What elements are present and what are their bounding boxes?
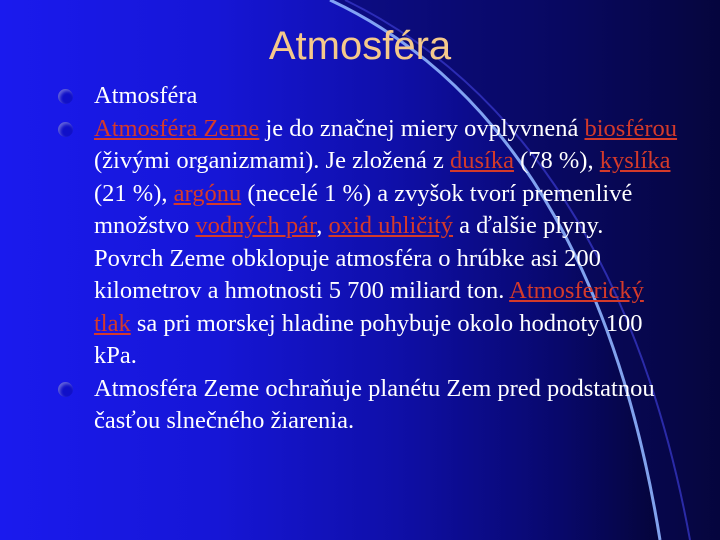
bullet-list [58, 80, 678, 438]
bullet-dot-icon [58, 382, 73, 397]
body-text: sa pri morskej hladine pohybuje okolo hodnoty 100 kPa. [94, 309, 643, 369]
hyperlink[interactable]: argónu [173, 179, 242, 207]
body-text: (necelé 1 %) a zvyšok tvorí premenlivé množstvo [94, 179, 633, 239]
bullet-item [58, 373, 678, 438]
body-text: (21 %), [94, 179, 174, 207]
hyperlink[interactable]: vodných pár [195, 212, 317, 239]
body-text: , [316, 212, 329, 239]
hyperlink[interactable]: biosférou [584, 114, 678, 142]
body-text: (78 %), [513, 147, 600, 174]
body-text: Atmosféra Zeme ochraňuje planétu Zem pred podstatnou časťou slnečného žiarenia. [94, 374, 655, 434]
body-text: je do značnej miery ovplyvnená [259, 114, 585, 142]
bullet-item [58, 80, 678, 113]
slide-title: Atmosféra [268, 24, 452, 68]
hyperlink[interactable]: oxid uhličitý [328, 212, 454, 239]
bullet-dot-icon [58, 89, 73, 104]
body-text: a ďalšie plyny. Povrch Zeme obklopuje atmosféra o hrúbke asi 200 kilometrov a hmotnosti 5 700 miliard ton. [94, 212, 604, 304]
body-text: Atmosféra [94, 82, 198, 109]
bullet-dot-icon [58, 122, 73, 137]
hyperlink[interactable]: dusíka [450, 147, 514, 174]
bullet-item [58, 113, 678, 373]
hyperlink[interactable]: kyslíka [599, 147, 671, 174]
body-text: (živými organizmami). Je zložená z [94, 147, 451, 174]
hyperlink[interactable]: Atmosferický tlak [94, 277, 644, 337]
hyperlink[interactable]: Atmosféra Zeme [94, 114, 260, 142]
